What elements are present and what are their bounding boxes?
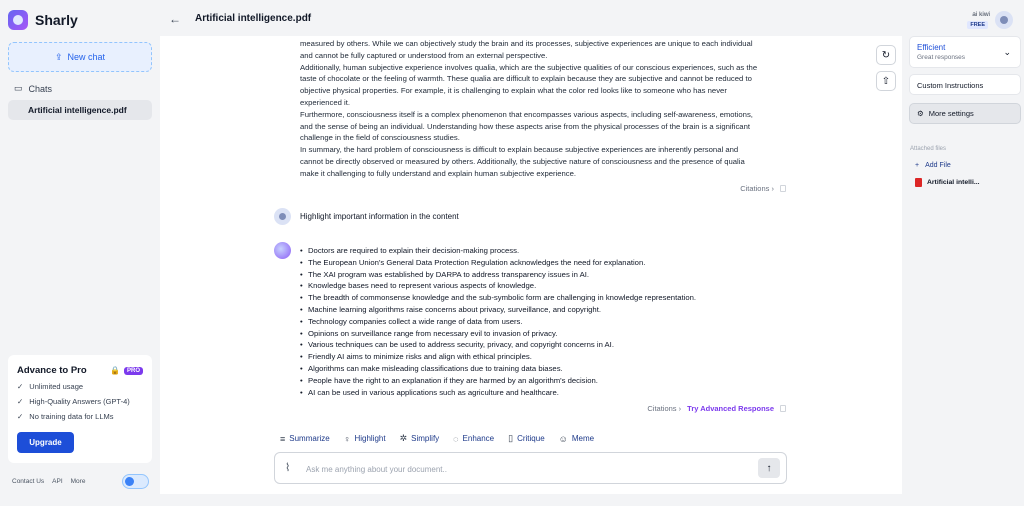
add-file-button[interactable] bbox=[915, 162, 951, 169]
upgrade-button[interactable]: Upgrade bbox=[17, 432, 74, 453]
citations-toggle[interactable] bbox=[740, 184, 774, 193]
sharly-logo-icon bbox=[8, 10, 28, 30]
list-item: • Knowledge bases need to represent various aspects of knowledge. bbox=[300, 280, 780, 292]
upload-icon: ⇪ bbox=[54, 51, 63, 62]
list-item: • Technology companies collect a wide range of data from users. bbox=[300, 316, 780, 328]
brand[interactable] bbox=[8, 10, 78, 30]
highlight-icon: ♀ bbox=[343, 433, 351, 444]
refresh-icon: ↻ bbox=[881, 49, 891, 61]
list-item: • The breadth of commonsense knowledge and the sub-symbolic form are challenging in knowledge representation. bbox=[300, 292, 780, 304]
contact-us-link[interactable]: Contact Us bbox=[12, 478, 45, 485]
pro-feature-label: No training data for LLMs bbox=[29, 412, 114, 421]
assistant-avatar bbox=[274, 242, 291, 259]
document-title: Artificial intelligence.pdf bbox=[195, 13, 312, 24]
summarize-label: Summarize bbox=[289, 434, 330, 443]
summarize-icon: ≡ bbox=[280, 433, 286, 444]
answer-line: measured by others. While we can objectively study the brain and its processes, subjective experiences are unique to each individual bbox=[300, 39, 753, 48]
simplify-button[interactable] bbox=[400, 433, 440, 444]
share-button[interactable] bbox=[876, 71, 896, 91]
share-icon: ⇧ bbox=[881, 75, 891, 87]
custom-instructions-button[interactable]: Custom Instructions bbox=[909, 74, 1021, 95]
citations-row bbox=[740, 184, 786, 193]
check-icon: ✓ bbox=[17, 382, 24, 391]
enhance-icon: ◌ bbox=[453, 433, 459, 444]
more-settings-button[interactable] bbox=[909, 103, 1021, 124]
pro-feature-label: Unlimited usage bbox=[29, 382, 84, 391]
profile-avatar[interactable] bbox=[995, 11, 1013, 29]
chats-section-label bbox=[14, 83, 52, 94]
quick-actions-bar bbox=[280, 433, 594, 444]
list-item: • Algorithms can make misleading classifications due to training data biases. bbox=[300, 363, 780, 375]
meme-label: Meme bbox=[571, 434, 595, 443]
list-item: • Various techniques can be used to address security, privacy, and copyright concerns in AI. bbox=[300, 339, 780, 351]
list-item: • Machine learning algorithms raise concerns about privacy, surveillance, and copyright. bbox=[300, 304, 780, 316]
main-area bbox=[160, 0, 902, 506]
model-selector[interactable] bbox=[909, 36, 1021, 68]
answer-line: In summary, the hard problem of consciousness is difficult to explain because subjective experiences are inherently personal and bbox=[300, 145, 739, 155]
list-item: • The XAI program was established by DARPA to address transparency issues in AI. bbox=[300, 269, 780, 281]
pdf-file-icon bbox=[915, 178, 922, 187]
highlight-label: Highlight bbox=[354, 434, 386, 443]
copy-icon[interactable] bbox=[780, 185, 786, 192]
meme-icon: ☺ bbox=[558, 433, 568, 444]
plus-icon: + bbox=[915, 162, 920, 169]
attached-files-label: Attached files bbox=[910, 146, 947, 152]
new-chat-label: New chat bbox=[67, 52, 106, 62]
pro-card-title: Advance to Pro bbox=[17, 365, 87, 376]
highlight-button[interactable] bbox=[344, 433, 386, 444]
footer-links bbox=[12, 478, 85, 485]
citations-label: Citations bbox=[647, 404, 677, 413]
check-icon: ✓ bbox=[17, 412, 24, 421]
chevron-right-icon: › bbox=[678, 404, 682, 413]
chats-label-text: Chats bbox=[28, 83, 53, 94]
user-message: Highlight important information in the content bbox=[300, 212, 459, 221]
pro-feature bbox=[17, 397, 143, 406]
critique-label: Critique bbox=[517, 434, 545, 443]
top-bar bbox=[160, 0, 902, 36]
summarize-button[interactable] bbox=[280, 433, 330, 444]
answer-line: experienced it. bbox=[300, 97, 350, 107]
simplify-icon: ✲ bbox=[399, 433, 408, 443]
pro-feature-label: High-Quality Answers (GPT-4) bbox=[29, 397, 130, 406]
regenerate-button[interactable] bbox=[876, 45, 896, 65]
model-name: Efficient bbox=[917, 43, 946, 52]
attached-file-item[interactable] bbox=[915, 178, 980, 187]
citations-label: Citations bbox=[740, 184, 770, 193]
critique-icon: ▯ bbox=[508, 433, 514, 443]
advance-to-pro-card bbox=[8, 355, 152, 463]
answer-line: Furthermore, consciousness itself is a complex phenomenon that encompasses various aspects, including self-awareness, emotions, bbox=[300, 109, 753, 119]
model-description: Great responses bbox=[917, 54, 966, 61]
assistant-bullet-list bbox=[300, 245, 780, 398]
chat-bubble-icon: ▭ bbox=[14, 83, 23, 93]
user-name: ai kiwi bbox=[972, 11, 990, 18]
answer-line: make it challenging to fully understand and explain human subjective experience. bbox=[300, 168, 577, 178]
answer-line: and cannot be fully captured or understood from an external perspective. bbox=[300, 50, 548, 60]
lock-icon: 🔒 bbox=[110, 366, 120, 375]
more-link[interactable]: More bbox=[70, 478, 86, 485]
pro-feature bbox=[17, 382, 143, 391]
try-advanced-response-button[interactable]: Try Advanced Response bbox=[687, 404, 774, 413]
enhance-button[interactable] bbox=[453, 433, 494, 444]
gear-icon: ⚙ bbox=[917, 109, 924, 118]
more-settings-label: More settings bbox=[928, 109, 974, 118]
chat-content bbox=[160, 36, 902, 494]
assistant-answer-text bbox=[300, 38, 780, 180]
chat-item[interactable]: Artificial intelligence.pdf bbox=[8, 100, 152, 120]
answer-line: Additionally, human subjective experience involves qualia, which are the subjective qualities of our conscious experiences, such as the bbox=[300, 62, 758, 72]
back-arrow-icon[interactable]: ← bbox=[169, 12, 181, 26]
list-item: • Opinions on surveillance range from necessary evil to invasion of privacy. bbox=[300, 328, 780, 340]
list-item: • AI can be used in various applications such as agriculture and healthcare. bbox=[300, 387, 780, 399]
brand-name: Sharly bbox=[35, 12, 78, 28]
simplify-label: Simplify bbox=[411, 434, 440, 443]
answer-line: taste of chocolate or the feeling of warmth. These qualia are difficult to explain because they are subjective and cannot be reduced to bbox=[300, 74, 752, 84]
citations-toggle[interactable] bbox=[647, 404, 681, 413]
paperclip-icon[interactable]: ⌇ bbox=[285, 462, 291, 474]
meme-button[interactable] bbox=[559, 433, 594, 444]
pro-badge: PRO bbox=[124, 367, 143, 375]
copy-icon[interactable] bbox=[780, 405, 786, 412]
left-sidebar bbox=[0, 0, 160, 506]
chat-input-box bbox=[274, 452, 787, 484]
answer-line: cannot be directly observed or measured by others. Additionally, the subjective nature of consciousness and the presence of qualia bbox=[300, 156, 745, 166]
chat-input[interactable] bbox=[306, 462, 746, 476]
arrow-up-icon: ↑ bbox=[766, 462, 772, 474]
check-icon: ✓ bbox=[17, 397, 24, 406]
theme-toggle[interactable] bbox=[122, 474, 149, 489]
list-item: • Friendly AI aims to minimize risks and align with ethical principles. bbox=[300, 351, 780, 363]
critique-button[interactable] bbox=[508, 433, 545, 444]
attached-file-name: Artificial intelli... bbox=[927, 179, 980, 186]
chevron-right-icon: › bbox=[771, 184, 774, 193]
send-button[interactable] bbox=[758, 458, 780, 478]
answer-line: challenge in the field of consciousness studies. bbox=[300, 133, 460, 143]
answer-line: and the sense of being an individual. Understanding how these aspects arise from the physical processes of the brain is a significant bbox=[300, 121, 750, 131]
pro-card-header bbox=[17, 365, 143, 376]
enhance-label: Enhance bbox=[462, 434, 495, 443]
list-item: • Doctors are required to explain their decision-making process. bbox=[300, 245, 780, 257]
add-file-label: Add File bbox=[925, 162, 951, 169]
chevron-down-icon: ⌄ bbox=[1003, 47, 1011, 57]
answer-line: objective physical properties. For example, it is challenging to explain what the color red looks like to someone who has never bbox=[300, 86, 727, 96]
pro-feature bbox=[17, 412, 143, 421]
api-link[interactable]: API bbox=[52, 478, 63, 485]
user-avatar bbox=[274, 208, 291, 225]
new-chat-button[interactable] bbox=[8, 42, 152, 72]
plan-badge: FREE bbox=[967, 21, 988, 29]
right-panel bbox=[902, 0, 1024, 506]
citations-row bbox=[647, 404, 786, 413]
list-item: • The European Union's General Data Protection Regulation acknowledges the need for explanation. bbox=[300, 257, 780, 269]
list-item: • People have the right to an explanation if they are harmed by an algorithm's decision. bbox=[300, 375, 780, 387]
